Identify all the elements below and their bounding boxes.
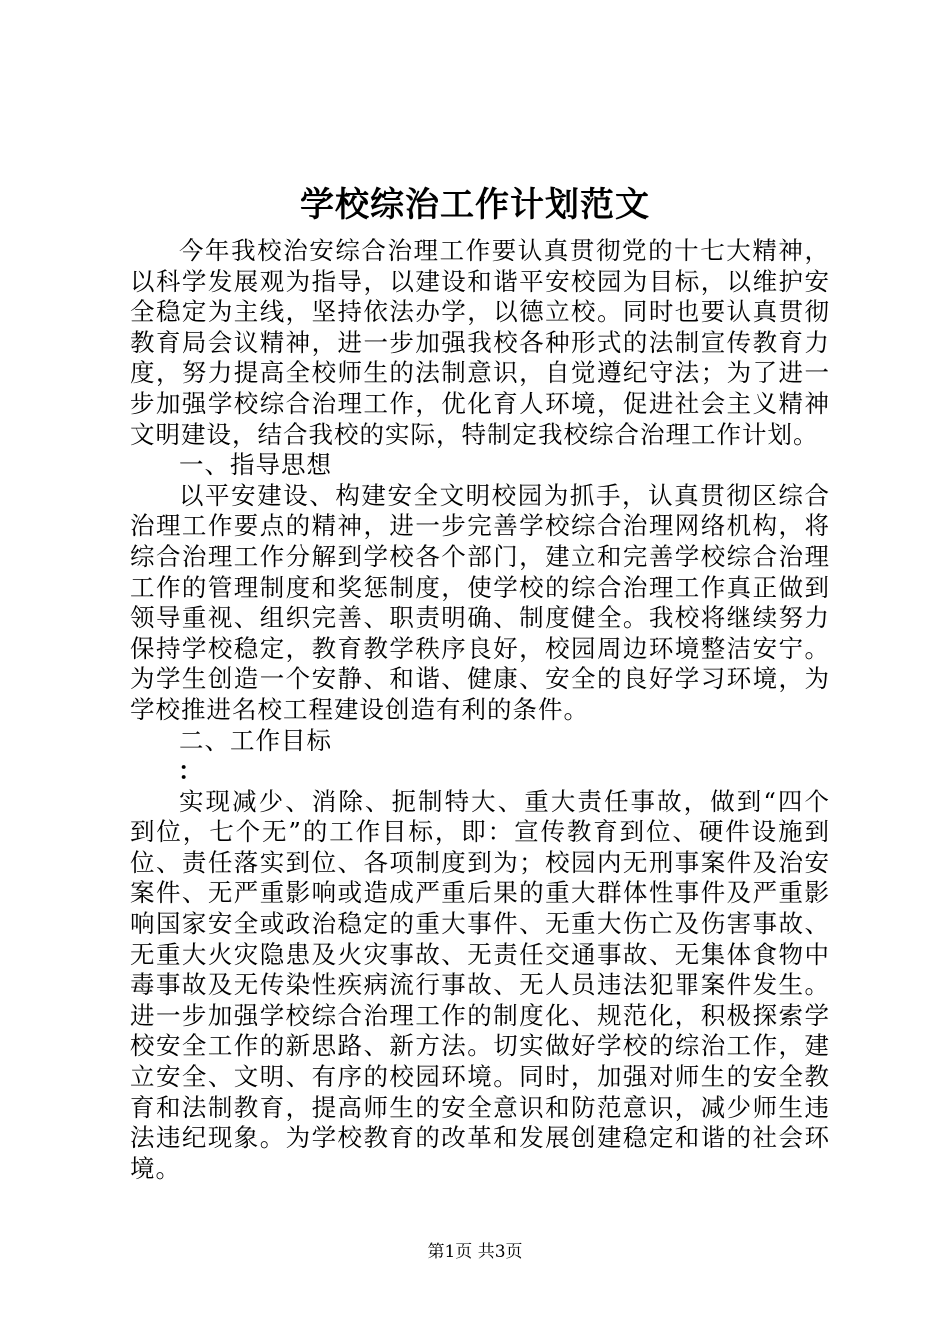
guiding-paragraph: 以平安建设、构建安全文明校园为抓手，认真贯彻区综合治理工作要点的精神，进一步完善学校综合治理网络机构，将综合治理工作分解到学校各个部门，建立和完善学校综合治理工作的管理制度和奖惩制度，使学校的综合治理工作真正做到领导重视、组织完善、职责明确、制度健全。我校将继续努力保持学校稳定，教育教学秩序良好，校园周边环境整洁安宁。为学生创造一个安静、和谐、健康、安全的良好学习环境，为学校推进名校工程建设创造有利的条件。 — [130, 480, 830, 724]
document-title: 学校综治工作计划范文 — [300, 185, 650, 225]
section-heading-guiding: 一、指导思想 — [179, 450, 332, 480]
section-heading-goals: 二、工作目标 — [179, 725, 332, 755]
goals-paragraph: 实现减少、消除、扼制特大、重大责任事故，做到“四个到位，七个无”的工作目标，即：宣传教育到位、硬件设施到位、责任落实到位、各项制度到为；校园内无刑事案件及治安案件、无严重影响或造成严重后果的重大群体性事件及严重影响国家安全或政治稳定的重大事件、无重大伤亡及伤害事故、无重大火灾隐患及火灾事故、无责任交通事故、无集体食物中毒事故及无传染性疾病流行事故、无人员违法犯罪案件发生。进一步加强学校综合治理工作的制度化、规范化，积极探索学校安全工作的新思路、新方法。切实做好学校的综治工作，建立安全、文明、有序的校园环境。同时，加强对师生的安全教育和法制教育，提高师生的安全意识和防范意识，减少师生违法违纪现象。为学校教育的改革和发展创建稳定和谐的社会环境。 — [130, 786, 830, 1183]
document-body — [130, 236, 830, 1184]
colon-line: ： — [178, 756, 203, 786]
intro-paragraph: 今年我校治安综合治理工作要认真贯彻党的十七大精神，以科学发展观为指导，以建设和谐平安校园为目标，以维护安全稳定为主线，坚持依法办学，以德立校。同时也要认真贯彻教育局会议精神，进一步加强我校各种形式的法制宣传教育力度，努力提高全校师生的法制意识，自觉遵纪守法；为了进一步加强学校综合治理工作，优化育人环境，促进社会主义精神文明建设，结合我校的实际，特制定我校综合治理工作计划。 — [130, 236, 830, 449]
page-footer: 第1页 共3页 — [427, 1242, 523, 1262]
